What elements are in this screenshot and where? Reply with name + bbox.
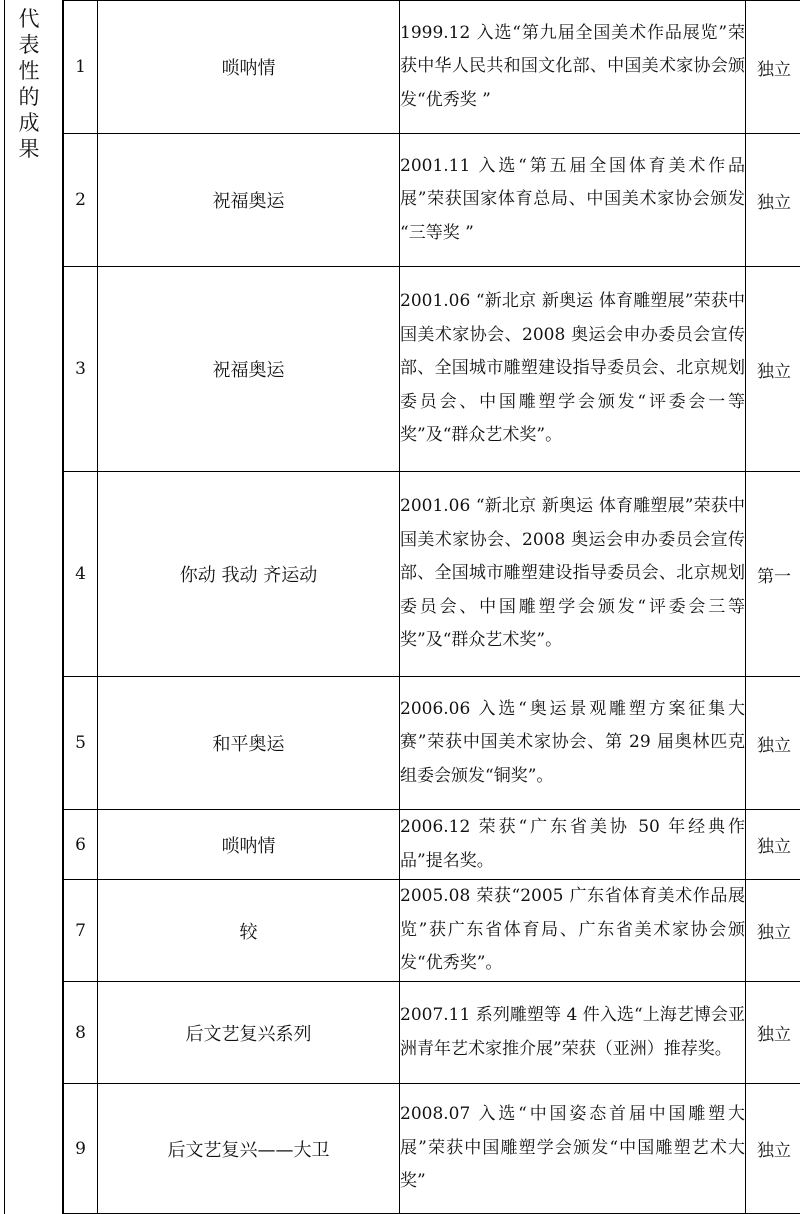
work-title: 祝福奥运 xyxy=(98,134,400,267)
row-number: 9 xyxy=(64,1084,98,1214)
table-row xyxy=(64,134,800,267)
award-description: 2006.06 入选“奥运景观雕塑方案征集大赛”荣获中国美术家协会、第 29 届奥林匹克组委会颁发“铜奖”。 xyxy=(400,677,746,810)
row-number: 5 xyxy=(64,677,98,810)
work-title: 祝福奥运 xyxy=(98,267,400,472)
award-description: 2008.07 入选“中国姿态首届中国雕塑大展”荣获中国雕塑学会颁发“中国雕塑艺术大奖” xyxy=(400,1084,746,1214)
work-title: 你动 我动 齐运动 xyxy=(98,472,400,677)
award-description: 1999.12 入选“第九届全国美术作品展览”荣获中华人民共和国文化部、中国美术家协会颁发“优秀奖 ” xyxy=(400,1,746,134)
side-header-column xyxy=(4,0,63,1214)
work-title: 和平奥运 xyxy=(98,677,400,810)
work-title: 较 xyxy=(98,880,400,982)
row-number: 3 xyxy=(64,267,98,472)
row-number: 2 xyxy=(64,134,98,267)
author-role: 独立 xyxy=(746,1084,800,1214)
author-role: 独立 xyxy=(746,1,800,134)
work-title: 唢呐情 xyxy=(98,1,400,134)
table-row xyxy=(64,677,800,810)
award-description: 2001.11 入选“第五届全国体育美术作品展”荣获国家体育总局、中国美术家协会颁发 “三等奖 ” xyxy=(400,134,746,267)
award-description: 2005.08 荣获“2005 广东省体育美术作品展览”获广东省体育局、广东省美术家协会颁发“优秀奖”。 xyxy=(400,880,746,982)
author-role: 独立 xyxy=(746,982,800,1084)
row-number: 8 xyxy=(64,982,98,1084)
side-header-label: 代表性的成果 xyxy=(18,7,40,161)
author-role: 第一 xyxy=(746,472,800,677)
award-description: 2006.12 荣获“广东省美协 50 年经典作品”提名奖。 xyxy=(400,810,746,880)
row-number: 6 xyxy=(64,810,98,880)
author-role: 独立 xyxy=(746,677,800,810)
author-role: 独立 xyxy=(746,267,800,472)
table-row xyxy=(64,1,800,134)
award-description: 2001.06 “新北京 新奥运 体育雕塑展”荣获中国美术家协会、2008 奥运会申办委员会宣传部、全国城市雕塑建设指导委员会、北京规划委员会、中国雕塑学会颁发“评委会三等奖”及“群众艺术奖”。 xyxy=(400,472,746,677)
row-number: 4 xyxy=(64,472,98,677)
author-role: 独立 xyxy=(746,880,800,982)
table-row xyxy=(64,472,800,677)
award-description: 2007.11 系列雕塑等 4 件入选“上海艺博会亚洲青年艺术家推介展”荣获（亚洲）推荐奖。 xyxy=(400,982,746,1084)
row-number: 7 xyxy=(64,880,98,982)
table-row xyxy=(64,982,800,1084)
award-description: 2001.06 “新北京 新奥运 体育雕塑展”荣获中国美术家协会、2008 奥运会申办委员会宣传部、全国城市雕塑建设指导委员会、北京规划委员会、中国雕塑学会颁发“评委会一等奖”及“群众艺术奖”。 xyxy=(400,267,746,472)
table-row xyxy=(64,810,800,880)
author-role: 独立 xyxy=(746,810,800,880)
row-number: 1 xyxy=(64,1,98,134)
table-row xyxy=(64,880,800,982)
author-role: 独立 xyxy=(746,134,800,267)
work-title: 后文艺复兴——大卫 xyxy=(98,1084,400,1214)
table-row xyxy=(64,1084,800,1214)
work-title: 唢呐情 xyxy=(98,810,400,880)
work-title: 后文艺复兴系列 xyxy=(98,982,400,1084)
awards-table xyxy=(63,0,800,1214)
table-row xyxy=(64,267,800,472)
